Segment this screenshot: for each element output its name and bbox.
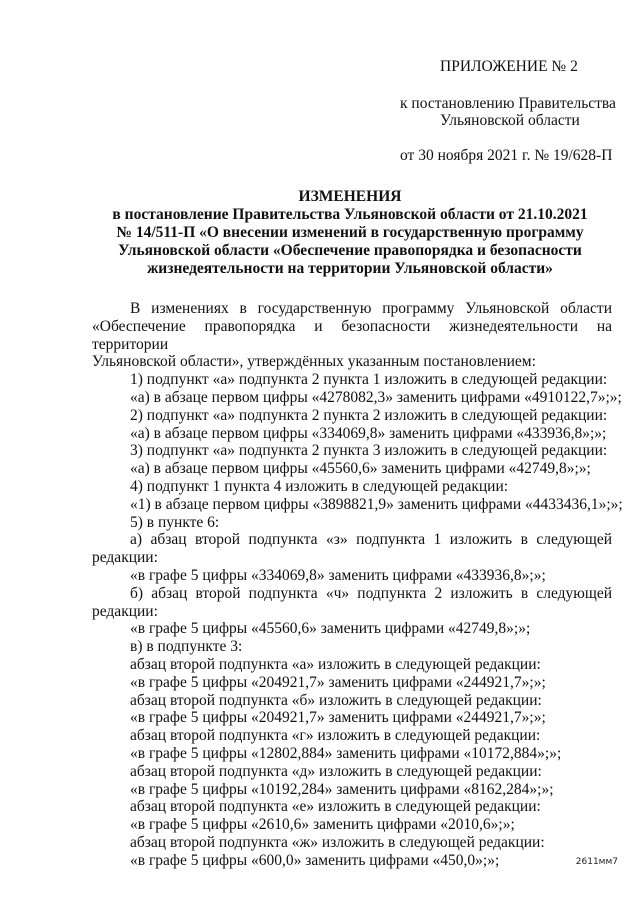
intro-line: В изменениях в государственную программу Ульяновской области <box>130 300 612 317</box>
title-heading: ИЗМЕНЕНИЯ <box>298 188 402 205</box>
item-text: «в графе 5 цифры «10192,284» заменить цифрами «8162,284»;»; <box>130 780 554 798</box>
item-text: «в графе 5 цифры «334069,8» заменить цифрами «433936,8»;»; <box>130 566 546 584</box>
item-text: «в графе 5 цифры «12802,884» заменить цифрами «10172,884»;»; <box>130 744 562 762</box>
intro-line: «Обеспечение правопорядка и безопасности жизнедеятельности на территории <box>92 317 612 353</box>
footer-code: 2611мм7 <box>575 857 618 867</box>
item-text: в) в подпункте 3: <box>130 638 243 656</box>
item-text: абзац второй подпункта «а» изложить в следующей редакции: <box>130 655 541 673</box>
decree-reference-line1: к постановлению Правительства <box>400 95 616 112</box>
item-text: абзац второй подпункта «е» изложить в следующей редакции: <box>130 798 541 816</box>
title-line: в постановление Правительства Ульяновской области от 21.10.2021 <box>112 206 588 223</box>
title-line: Ульяновской области «Обеспечение правопорядка и безопасности <box>118 242 582 259</box>
decree-reference-line2: Ульяновской области <box>440 112 580 129</box>
item-text: «а) в абзаце первом цифры «4278082,3» заменить цифрами «4910122,7»;»; <box>130 388 622 406</box>
item-text: 1) подпункт «а» подпункта 2 пункта 1 изложить в следующей редакции: <box>130 371 608 389</box>
item-text: а) абзац второй подпункта «з» подпункта 1 изложить в следующей <box>130 531 612 549</box>
item-text: редакции: <box>92 602 158 620</box>
item-text: 3) подпункт «а» подпункта 2 пункта 3 изложить в следующей редакции: <box>130 442 608 460</box>
decree-date: от 30 ноября 2021 г. № 19/628-П <box>400 147 613 164</box>
item-text: «в графе 5 цифры «45560,6» заменить цифрами «42749,8»;»; <box>130 620 531 638</box>
title-line: жизнедеятельности на территории Ульяновской области» <box>147 260 553 277</box>
item-text: «в графе 5 цифры «204921,7» заменить цифрами «244921,7»;»; <box>130 709 546 727</box>
item-text: абзац второй подпункта «г» изложить в следующей редакции: <box>130 727 541 745</box>
item-text: б) абзац второй подпункта «ч» подпункта 2 изложить в следующей <box>130 584 612 602</box>
item-text: 2) подпункт «а» подпункта 2 пункта 2 изложить в следующей редакции: <box>130 406 608 424</box>
item-text: «в графе 5 цифры «2610,6» заменить цифрами «2010,6»;»; <box>130 816 515 834</box>
item-text: «в графе 5 цифры «600,0» заменить цифрами «450,0»;»; <box>130 851 500 869</box>
item-text: «1) в абзаце первом цифры «3898821,9» заменить цифрами «4433436,1»;»; <box>130 495 623 513</box>
intro-line: Ульяновской области», утверждённых указанным постановлением: <box>92 353 536 371</box>
item-text: 4) подпункт 1 пункта 4 изложить в следующей редакции: <box>130 477 509 495</box>
title-line: № 14/511-П «О внесении изменений в государственную программу <box>116 224 584 241</box>
document-title <box>80 188 620 278</box>
item-text: абзац второй подпункта «ж» изложить в следующей редакции: <box>130 833 545 851</box>
item-text: редакции: <box>92 549 158 567</box>
item-text: «в графе 5 цифры «204921,7» заменить цифрами «244921,7»;»; <box>130 673 546 691</box>
appendix-label: ПРИЛОЖЕНИЕ № 2 <box>440 58 578 75</box>
item-text: 5) в пункте 6: <box>130 513 220 531</box>
document-body <box>92 300 623 870</box>
item-text: «а) в абзаце первом цифры «334069,8» заменить цифрами «433936,8»;»; <box>130 424 607 442</box>
item-text: «а) в абзаце первом цифры «45560,6» заменить цифрами «42749,8»;»; <box>130 460 591 478</box>
item-text: абзац второй подпункта «б» изложить в следующей редакции: <box>130 691 542 709</box>
item-text: абзац второй подпункта «д» изложить в следующей редакции: <box>130 762 542 780</box>
